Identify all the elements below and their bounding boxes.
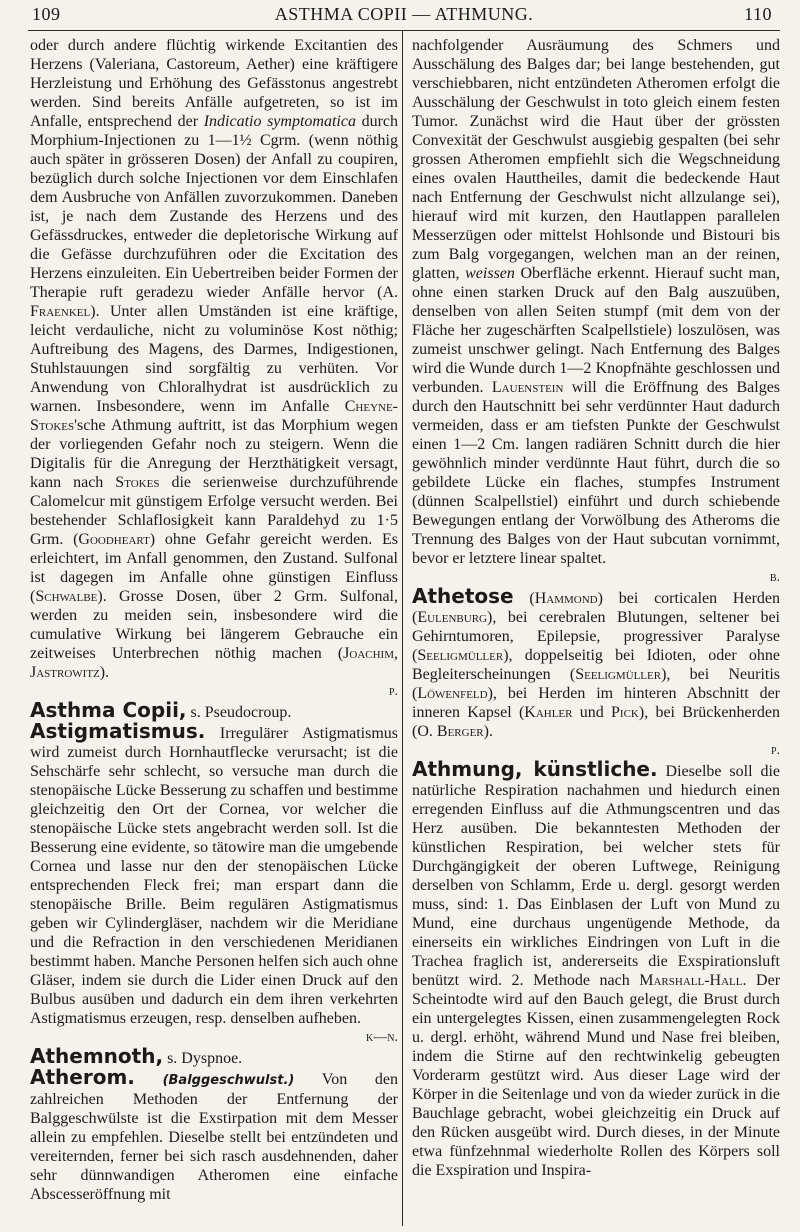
headword: Atherom. xyxy=(30,1065,135,1089)
entry-athemnoth: Athemnoth, s. Dyspnoe. xyxy=(30,1044,243,1068)
author-sign: b. xyxy=(769,570,780,585)
headword: Asthma Copii, xyxy=(30,698,187,722)
page-number-right: 110 xyxy=(744,4,772,24)
running-header xyxy=(28,2,780,24)
entry-text: nachfolgender Ausräumung des Schmers und Ausschälung des Balges dar; bei lange bestehenden, gut verschiebbaren, nicht entzündeten Atheromen erfolgt die Ausschälung der Geschwulst in toto gleich einem festen Tumor. Zunächst wird die Haut über der grössten Convexität der Geschwulst ausgiebig gespalten (bei sehr grossen Atheromen empfiehlt sich die Wegschneidung eines ovalen Hauttheiles, damit die bedeckende Haut nach Entfernung der Geschwulst nicht allzulange sei), hierauf wird mit kurzen, den Hautlappen parallelen Messerzügen oder mittelst Hohlsonde und Bistouri bis zum Balg vorgegangen, welchen man an der reinen, glatten, weissen Oberfläche erkennt. Hierauf sucht man, ohne einen starken Druck auf den Balg auszuüben, denselben von allen Seiten stumpf (mit dem von der Fläche her zugeschärften Scalpellstiele) loszulösen, was zumeist unschwer gelingt. Nach Entfernung des Balges wird die Wunde durch 1—2 Knopfnähte geschlossen und verbunden. Lauenstein will die Eröffnung des Balges durch den Hautschnitt bei sehr verdünnter Haut dadurch vermeiden, dass er am tiefsten Punkte der Geschwulst einen 1—2 Cm. langen radiären Schnitt durch die hier gewöhnlich minder verdünnte Haut führt, durch die so gebildete Lücke ein flaches, stumpfes Instrument (dünnen Scalpellstiel) einführt und durch schiebende Bewegungen entlang der Vorwölbung des Atheroms die Trennung des Balges von der Haut subcutan vornimmt, bevor er letztere linear spaltet. xyxy=(412,37,781,567)
column-divider xyxy=(402,30,403,1226)
entry-athmung-kuenstliche: Athmung, künstliche. Dieselbe soll die natürliche Respiration nachahmen und hiedurch einen erregenden Einfluss auf die Athmungscentren und das Herz ausüben. Die bekanntesten Methoden der künstlichen Respiration, bei welcher stets für Durchgängigkeit der oberen Luftwege, Reinigung derselben von Schlamm, Erde u. dergl. gesorgt werden muss, sind: 1. Das Einblasen der Luft von Mund zu Mund, eine durchaus ungenügende Methode, da einerseits ein wirkliches Eindringen von Luft in die Trachea fraglich ist, andererseits die Exspirationsluft benützt wird. 2. Methode nach Marshall-Hall. Der Scheintodte wird auf den Bauch gelegt, die Brust durch ein untergelegtes Kissen, einen zusammengelegten Rock u. dergl. erhöht, während Mund und Nase frei bleiben, indem die Stirne auf den rechtwinkelig gebeugten Vorderarm gestützt wird. Aus dieser Lage wird der Körper in die Seitenlage und von da wieder zurück in die Bauchlage gebracht, wobei gleichzeitig ein Druck auf den Rücken ausgeübt wird. Durch dieses, in der Minute etwa fünfzehnmal wiederholte Rollen des Körpers soll die Exspiration und Inspira- xyxy=(412,757,781,1179)
author-sign: k—n. xyxy=(366,1030,398,1045)
right-column xyxy=(412,36,780,1180)
entry-text: oder durch andere flüchtig wirkende Excitantien des Herzens (Valeriana, Castoreum, Aether) eine kräftigere Herzleistung und Erhöhung des Gefässtonus angestrebt werden. Sind bereits Anfälle aufgetreten, so ist im Anfalle, entsprechend der Indicatio symptomatica durch Morphium-Injectionen zu 1—1½ Cgrm. (wenn nöthig auch später in grösseren Dosen) der Anfall zu coupiren, bezüglich durch solche Injectionen vor dem Einschlafen dem Ausbruche von Anfällen zuvorzukommen. Daneben ist, je nach dem Zustande des Herzens und des Gefässdruckes, entweder die depletorische Wirkung auf die Gefässe durchzuführen oder die Excitation des Herzens einzuleiten. Ein Uebertreiben beider Formen der Therapie ruft geradezu wieder Anfälle hervor (A. Fraenkel). Unter allen Umständen ist eine kräftige, leicht verdauliche, nicht zu voluminöse Kost nöthig; Auftreibung des Magens, des Darmes, Indigestionen, Stuhlstauungen sind sorgfältig zu verhüten. Vor Anwendung von Chloralhydrat ist ausdrücklich zu warnen. Insbesondere, wenn im Anfalle Cheyne-Stokes'sche Athmung auftritt, ist das Morphium wegen der vorliegenden Gefahr noch zu steigern. Wenn die Digitalis für die Anregung der Herzthätigkeit versagt, kann nach Stokes die serienweise durchzuführende Calomelcur mit günstigem Erfolge versucht werden. Bei bestehender Schlaflosigkeit kann Paraldehyd zu 1·5 Grm. (Goodheart) ohne Gefahr gereicht werden. Es erleichtert, im Anfall genommen, den Zustand. Sulfonal ist dagegen im Anfalle ohne günstigen Einfluss (Schwalbe). Grosse Dosen, über 2 Grm. Sulfonal, werden zu meiden sein, insbesondere wird die cumulative Wirkung bei längerem Gebrauche ein zeitweises Unterbrechen nöthig machen (Joachim, Jastrowitz). xyxy=(30,37,399,681)
page-number-left: 109 xyxy=(32,4,61,24)
headword: Athemnoth, xyxy=(30,1044,164,1068)
headword: Athmung, künstliche. xyxy=(412,757,658,781)
entry-atherom: Atherom. (Balggeschwulst.) Von den zahlreichen Methoden der Entfernung der Balggeschwülste ist die Exstirpation mit dem Messer allein zu empfehlen. Dieselbe stellt bei entzündeten und vereiternden, ferner bei sich rasch ausdehnenden, daher sehr dünnwandigen Atheromen eine einfache Abscesseröffnung mit xyxy=(30,1065,399,1203)
entry-asthma-copii: Asthma Copii, s. Pseudocroup. xyxy=(30,698,292,722)
header-rule xyxy=(28,30,780,31)
left-column xyxy=(30,36,398,1204)
author-sign: p. xyxy=(770,743,780,758)
headword: Astigmatismus. xyxy=(30,719,206,743)
entry-astigmatismus: Astigmatismus. Irregulärer Astigmatismus wird zumeist durch Hornhautflecke verursacht; ist die Sehschärfe sehr schlecht, so versuche man durch die stenopäische Lücke Besserung zu schaffen und bestimme gleichzeitig den Ort der Cornea, vor welcher die stenopäische Lücke stets angebracht werden soll. Ist die Besserung eine evidente, so tätowire man die umgebende Cornea und lasse nur den der stenopäischen Lücke entsprechenden Fleck frei; man erspart dann die stenopäische Brille. Beim regulären Astigmatismus geben wir Cylindergläser, nachdem wir die Meridiane und die Refraction in den verschiedenen Meridianen bestimmt haben. Manche Personen helfen sich auch ohne Gläser, indem sie durch die Lider einen Druck auf den Bulbus ausüben und dadurch ein dem ihren verkehrten Astigmatismus erzeugen, resp. denselben aufheben. xyxy=(30,719,398,1027)
author-sign: p. xyxy=(388,684,398,699)
entry-athetose: Athetose (Hammond) bei corticalen Herden (Eulenburg), bei cerebralen Blutungen, seltener bei Gehirntumoren, Epilepsie, progressiver Paralyse (Seeligmüller), doppelseitig bei Idioten, oder ohne Begleiterscheinungen (Seeligmüller), bei Neuritis (Löwenfeld), bei Herden im hinteren Abschnitt der inneren Kapsel (Kahler und Pick), bei Brückenherden (O. Berger). xyxy=(412,584,781,740)
headword: Athetose xyxy=(412,584,514,608)
running-title: ASTHMA COPII — ATHMUNG. xyxy=(274,4,534,24)
